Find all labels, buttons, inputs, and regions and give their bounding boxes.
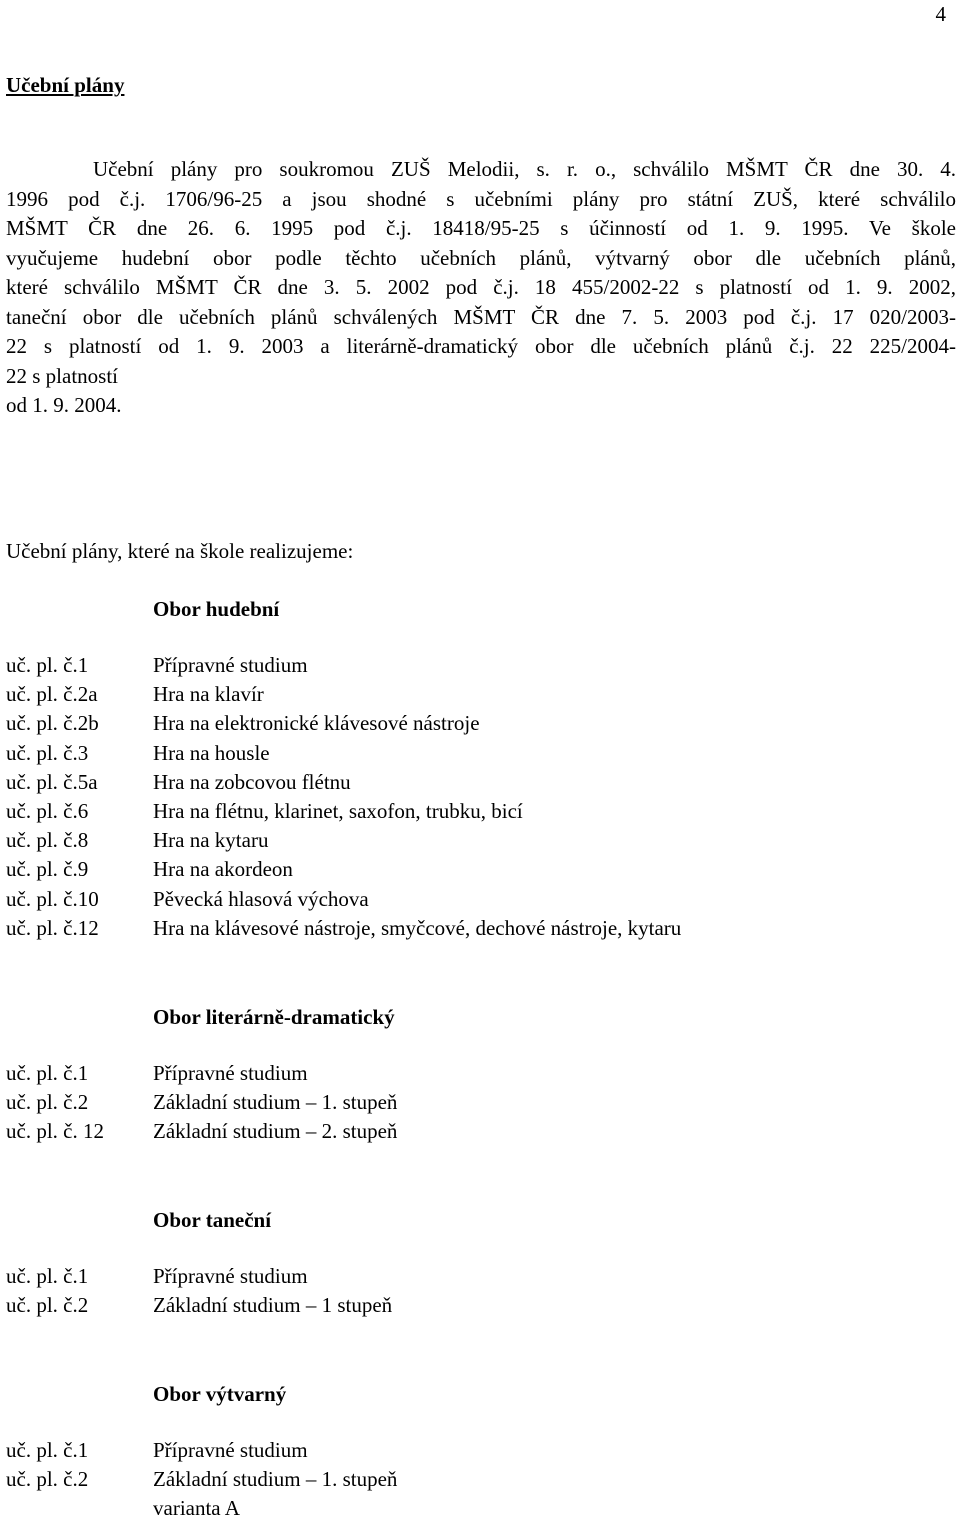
- intro-line: vyučujeme hudební obor podle těchto učebních plánů, výtvarný obor dle učebních plánů,: [6, 245, 956, 270]
- plan-row: [6, 768, 946, 797]
- plan-name: Pěvecká hlasová výchova: [153, 886, 369, 911]
- plan-name: Hra na akordeon: [153, 857, 293, 882]
- intro-line: MŠMT ČR dne 26. 6. 1995 pod č.j. 18418/95-25 s účinností od 1. 9. 1995. Ve škole: [6, 216, 956, 240]
- plan-code: uč. pl. č.1: [6, 1438, 89, 1462]
- plan-row: [6, 1436, 946, 1465]
- plan-row: [6, 1465, 946, 1494]
- plan-row: [6, 651, 946, 680]
- intro-line: 22 s platností od 1. 9. 2003 a literárně-dramatický obor dle učebních plánů č.j. 22 225/2004-: [6, 334, 956, 358]
- plan-variant-note: varianta A: [153, 1496, 240, 1521]
- plan-name: Přípravné studium: [153, 653, 308, 677]
- plan-code: uč. pl. č.8: [6, 828, 89, 853]
- intro-paragraph: [6, 155, 956, 421]
- section-title: Obor literárně-dramatický: [153, 1005, 395, 1029]
- plan-name: Hra na zobcovou flétnu: [153, 769, 351, 794]
- plan-row: [6, 1117, 946, 1146]
- plan-name: Hra na klávesové nástroje, smyčcové, dechové nástroje, kytaru: [153, 915, 682, 940]
- plan-code: uč. pl. č.6: [6, 799, 89, 824]
- section-title: Obor taneční: [153, 1208, 272, 1232]
- plan-code: uč. pl. č.2: [6, 1090, 89, 1115]
- plan-name: Základní studium – 1 stupeň: [153, 1293, 393, 1318]
- intro-line: 1996 pod č.j. 1706/96-25 a jsou shodné s učebními plány pro státní ZUŠ, které schválilo: [6, 186, 956, 211]
- plan-row: [6, 797, 946, 826]
- plan-name: Přípravné studium: [153, 1264, 308, 1288]
- intro-line: 22 s platností: [6, 363, 119, 388]
- plan-code: uč. pl. č.12: [6, 915, 99, 940]
- plan-name: Hra na flétnu, klarinet, saxofon, trubku, bicí: [153, 799, 523, 824]
- plan-code: uč. pl. č.3: [6, 740, 89, 765]
- intro-line: které schválilo MŠMT ČR dne 3. 5. 2002 pod č.j. 18 455/2002-22 s platností od 1. 9. 2002,: [6, 275, 956, 299]
- plan-code: uč. pl. č.1: [6, 1264, 89, 1288]
- plan-code: uč. pl. č.2a: [6, 682, 98, 707]
- intro-line: taneční obor dle učebních plánů schválených MŠMT ČR dne 7. 5. 2003 pod č.j. 17 020/2003-: [6, 304, 956, 329]
- intro-line: Učební plány pro soukromou ZUŠ Melodii, s. r. o., schválilo MŠMT ČR dne 30. 4.: [93, 157, 956, 181]
- plan-code: uč. pl. č.2b: [6, 711, 99, 736]
- plan-name: Hra na housle: [153, 740, 270, 765]
- plan-code: uč. pl. č. 12: [6, 1119, 104, 1144]
- subheading: Učební plány, které na škole realizujeme:: [6, 539, 354, 563]
- section-tanecni: [6, 1206, 946, 1320]
- plan-row: [6, 826, 946, 855]
- plan-name: Hra na kytaru: [153, 828, 269, 853]
- plan-row: [6, 885, 946, 914]
- plan-name: Základní studium – 2. stupeň: [153, 1119, 398, 1144]
- plan-name: Přípravné studium: [153, 1061, 308, 1085]
- section-title: Obor hudební: [153, 597, 280, 621]
- plan-name: Základní studium – 1. stupeň: [153, 1467, 398, 1492]
- section-vytvarny: [6, 1380, 946, 1523]
- plan-row: [6, 739, 946, 768]
- plan-code: uč. pl. č.9: [6, 857, 89, 882]
- plan-row: [6, 1059, 946, 1088]
- plan-row: [6, 855, 946, 884]
- main-heading: Učební plány: [6, 73, 125, 97]
- section-title: Obor výtvarný: [153, 1382, 287, 1406]
- plan-code: uč. pl. č.2: [6, 1467, 89, 1492]
- plan-name: Hra na elektronické klávesové nástroje: [153, 711, 480, 736]
- plan-name: Přípravné studium: [153, 1438, 308, 1462]
- plan-code: uč. pl. č.5a: [6, 769, 98, 794]
- plan-name: Hra na klavír: [153, 682, 264, 707]
- plan-row: [6, 680, 946, 709]
- plan-code: uč. pl. č.2: [6, 1293, 89, 1318]
- plan-name: Základní studium – 1. stupeň: [153, 1090, 398, 1115]
- section-literarne-dramaticky: [6, 1003, 946, 1147]
- plan-row: [6, 709, 946, 738]
- plan-code: uč. pl. č.1: [6, 653, 89, 677]
- plan-row: [6, 914, 946, 943]
- plan-code: uč. pl. č.10: [6, 886, 99, 911]
- plan-row: [6, 1262, 946, 1291]
- section-hudebni: [6, 595, 946, 943]
- plan-code: uč. pl. č.1: [6, 1061, 89, 1085]
- plan-row: [6, 1088, 946, 1117]
- page-number: 4: [935, 2, 946, 26]
- intro-line: od 1. 9. 2004.: [6, 393, 122, 417]
- plan-row: [6, 1291, 946, 1320]
